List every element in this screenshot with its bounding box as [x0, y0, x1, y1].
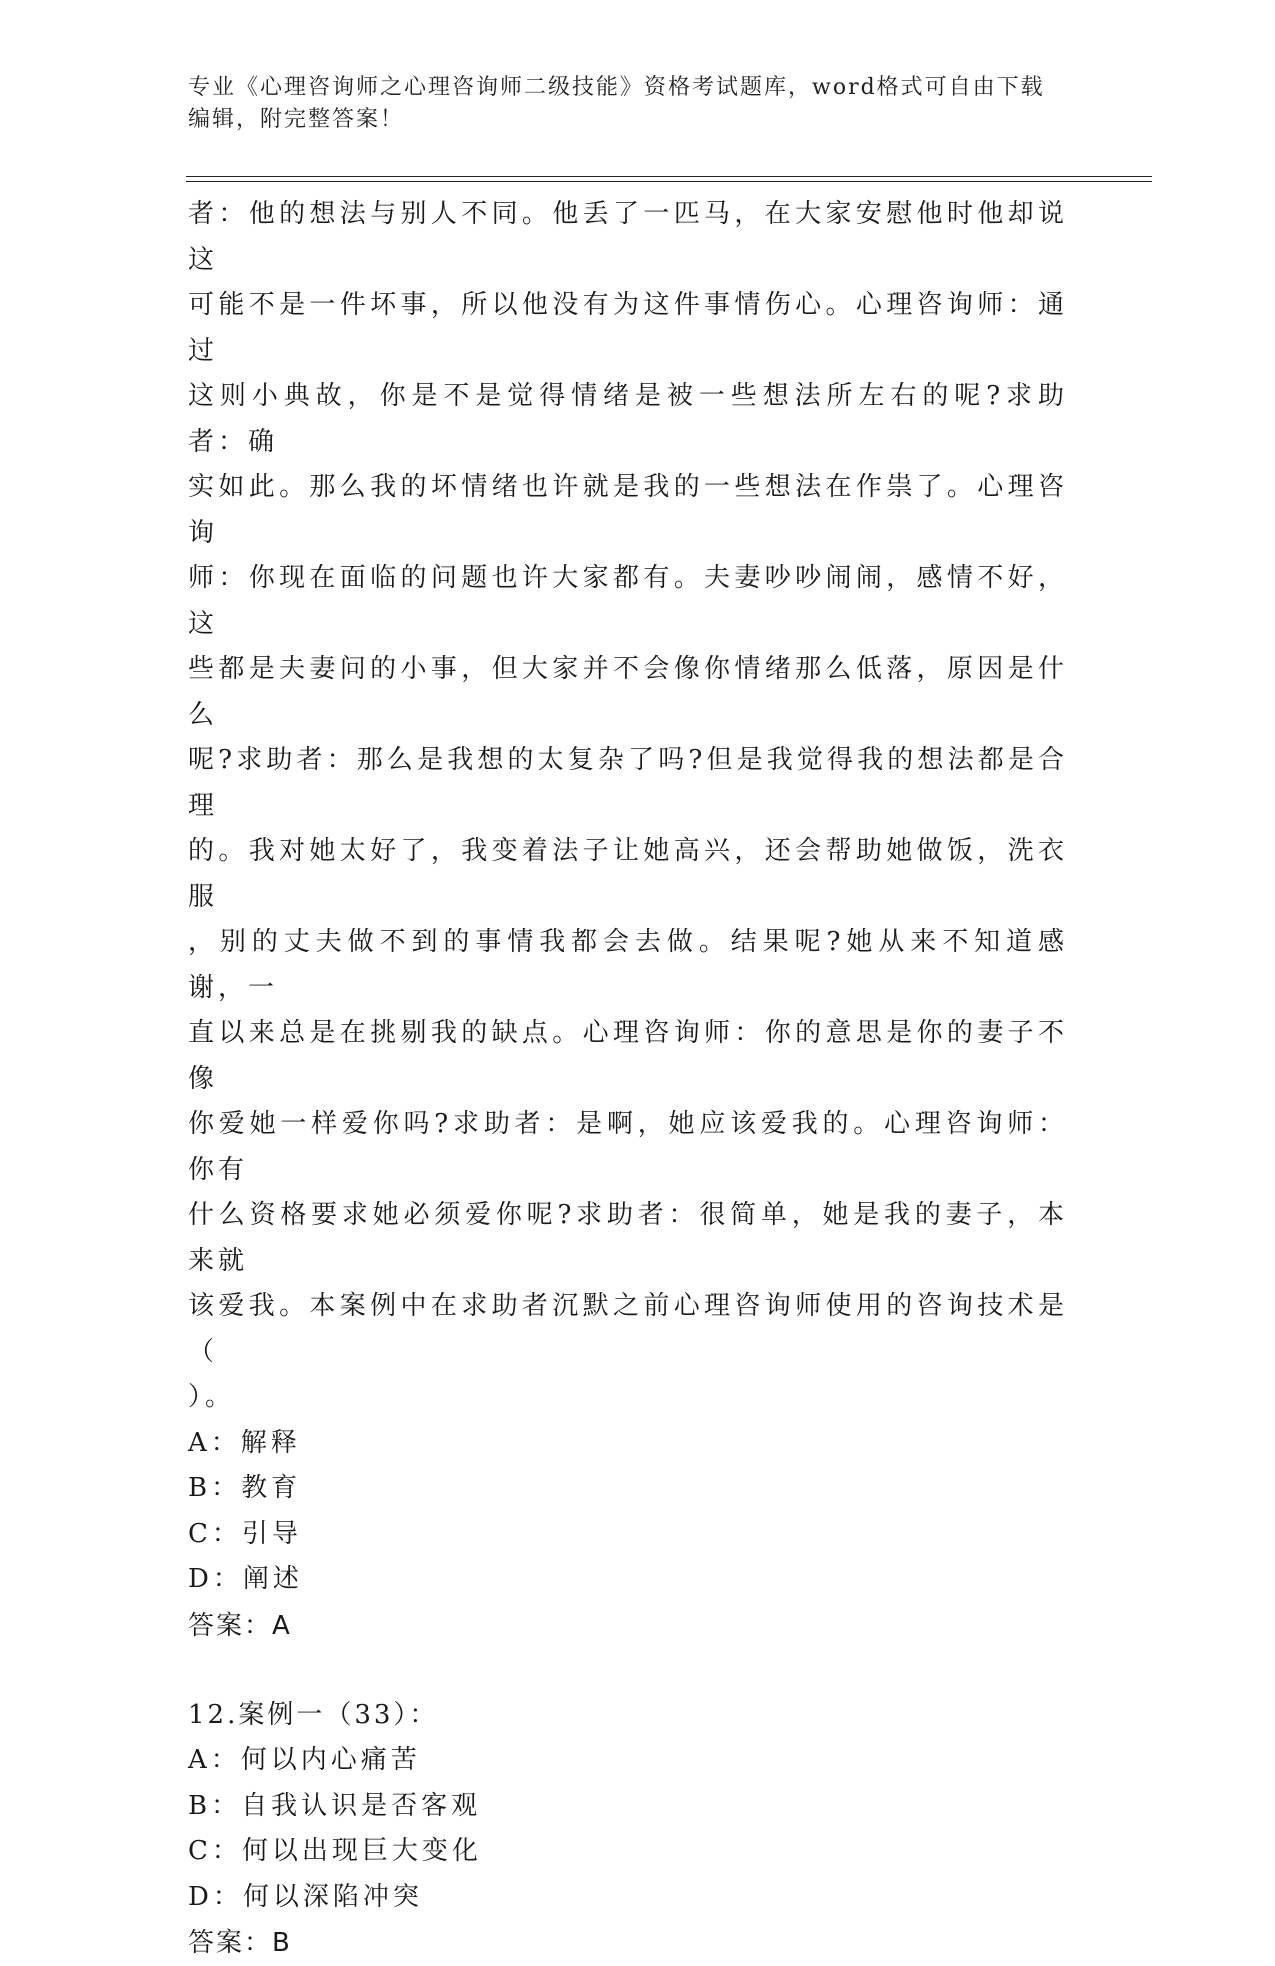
question-11-text [188, 192, 1068, 1421]
header-line-1: 专业《心理咨询师之心理咨询师二级技能》资格考试题库，word格式可自由下载 [188, 75, 1045, 100]
text-line: 什么资格要求她必须爱你呢?求助者：很简单，她是我的妻子，本来就 [188, 1200, 1068, 1276]
text-line: 直以来总是在挑剔我的缺点。心理咨询师：你的意思是你的妻子不像 [188, 1018, 1068, 1094]
question-12-answer: 答案：B [188, 1928, 292, 1958]
page-header [188, 72, 1088, 136]
text-line: 该爱我。本案例中在求助者沉默之前心理咨询师使用的咨询技术是（ [188, 1291, 1068, 1367]
option-b: B：教育 [188, 1473, 302, 1503]
text-line: ，别的丈夫做不到的事情我都会去做。结果呢?她从来不知道感谢，一 [188, 927, 1068, 1003]
header-divider [186, 176, 1152, 182]
option-c: C：引导 [188, 1518, 302, 1549]
option-c: C：何以出现巨大变化 [188, 1836, 482, 1866]
text-line: 呢?求助者：那么是我想的太复杂了吗?但是我觉得我的想法都是合理 [188, 745, 1068, 821]
question-11-options [188, 1421, 1068, 1603]
document-body [188, 192, 1068, 1966]
question-11-answer: 答案：A [188, 1610, 292, 1641]
option-a: A：何以内心痛苦 [188, 1745, 421, 1775]
question-12-title: 12.案例一（33）： [188, 1699, 439, 1730]
option-a: A：解释 [188, 1427, 301, 1458]
text-line: 实如此。那么我的坏情绪也许就是我的一些想法在作祟了。心理咨询 [188, 472, 1068, 548]
question-12-options [188, 1738, 1068, 1920]
text-line: 者：他的想法与别人不同。他丢了一匹马，在大家安慰他时他却说这 [188, 199, 1068, 275]
text-line: 的。我对她太好了，我变着法子让她高兴，还会帮助她做饭，洗衣服 [188, 836, 1068, 912]
option-d: D：何以深陷冲突 [188, 1881, 423, 1912]
text-line: 你爱她一样爱你吗?求助者：是啊，她应该爱我的。心理咨询师：你有 [188, 1109, 1068, 1185]
spacer [188, 1649, 1068, 1693]
text-line: 些都是夫妻问的小事，但大家并不会像你情绪那么低落，原因是什么 [188, 654, 1068, 730]
text-line: 这则小典故，你是不是觉得情绪是被一些想法所左右的呢?求助者：确 [188, 381, 1068, 457]
text-line: 可能不是一件坏事，所以他没有为这件事情伤心。心理咨询师：通过 [188, 290, 1068, 366]
option-b: B：自我认识是否客观 [188, 1790, 482, 1821]
option-d: D：阐述 [188, 1564, 303, 1594]
text-line: 师：你现在面临的问题也许大家都有。夫妻吵吵闹闹，感情不好，这 [188, 563, 1068, 639]
header-line-2: 编辑，附完整答案！ [188, 107, 405, 132]
text-line: ）。 [188, 1382, 236, 1412]
